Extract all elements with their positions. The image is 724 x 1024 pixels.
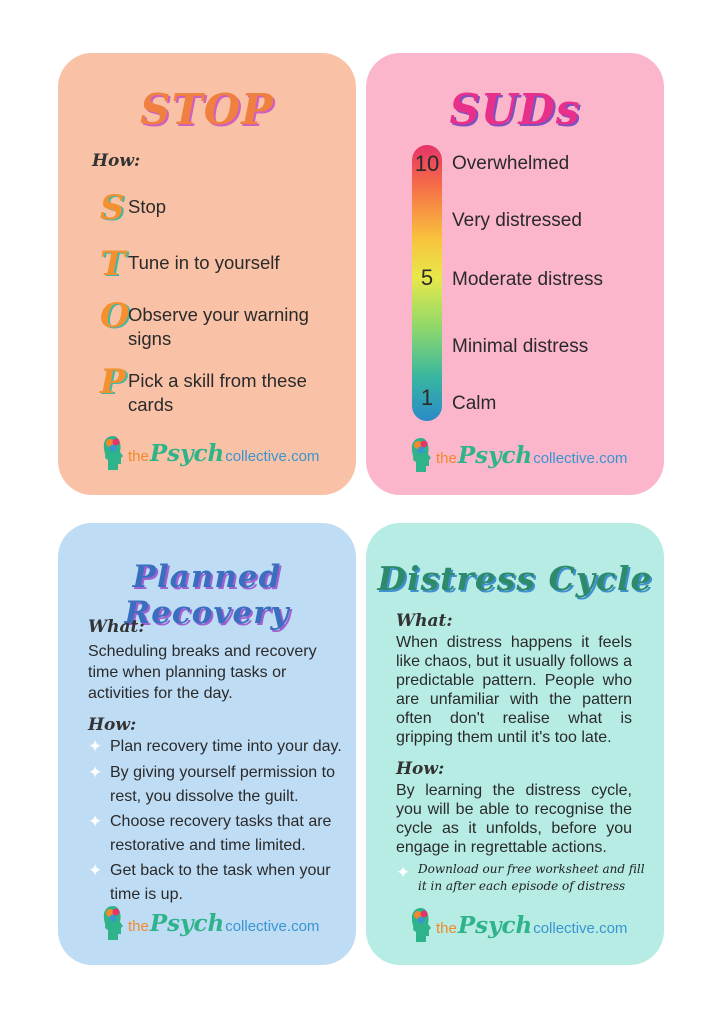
psych-collective-logo bbox=[102, 903, 319, 943]
logo-wordmark bbox=[436, 442, 627, 469]
cycle-how-label: How: bbox=[396, 759, 445, 779]
logo-wordmark bbox=[128, 440, 319, 467]
suds-level-moderate: Moderate distress bbox=[452, 269, 604, 290]
head-profile-icon bbox=[410, 906, 432, 944]
head-profile-icon bbox=[102, 904, 124, 942]
cycle-how-text: By learning the distress cycle, you will be able to recognise the cycle as it unfolds, before you engage in regrettable actions. bbox=[396, 782, 632, 856]
stop-item-t bbox=[100, 245, 340, 283]
sparkle-icon: ✦ bbox=[396, 863, 411, 882]
logo-the: the bbox=[128, 917, 149, 935]
psych-collective-logo bbox=[102, 433, 319, 473]
suds-level-calm: Calm bbox=[452, 393, 497, 414]
scale-number-10: 10 bbox=[414, 151, 440, 176]
stop-text-s: Stop bbox=[128, 196, 167, 217]
stop-how-label: How: bbox=[92, 151, 141, 171]
logo-collective: collective.com bbox=[533, 919, 628, 937]
planned-recovery-card bbox=[58, 523, 356, 965]
logo-wordmark bbox=[436, 912, 627, 939]
logo-the: the bbox=[436, 919, 457, 937]
stop-text-o: Observe your warning signs bbox=[128, 304, 309, 349]
logo-psych: Psych bbox=[149, 909, 225, 937]
recovery-bullet bbox=[88, 859, 343, 906]
logo-collective: collective.com bbox=[533, 449, 628, 467]
cycle-what-label: What: bbox=[396, 611, 453, 631]
stop-text-p: Pick a skill from these cards bbox=[128, 370, 307, 415]
stop-card bbox=[58, 53, 356, 495]
recovery-bullet bbox=[88, 761, 343, 808]
logo-collective: collective.com bbox=[225, 917, 320, 935]
suds-level-minimal: Minimal distress bbox=[452, 336, 589, 357]
sparkle-icon: ✦ bbox=[88, 861, 103, 880]
stop-title: STOP bbox=[140, 85, 274, 134]
suds-card bbox=[366, 53, 664, 495]
logo-the: the bbox=[436, 449, 457, 467]
recovery-what-label: What: bbox=[88, 617, 145, 637]
logo-psych: Psych bbox=[457, 441, 533, 469]
worksheet-note-text: Download our free worksheet and fill it in after each episode of distress bbox=[418, 862, 645, 893]
recovery-what-text: Scheduling breaks and recovery time when planning tasks or activities for the day. bbox=[88, 643, 317, 702]
head-profile-icon bbox=[410, 436, 432, 474]
sparkle-icon: ✦ bbox=[88, 737, 103, 756]
logo-collective: collective.com bbox=[225, 447, 320, 465]
cycle-title: Distress Cycle bbox=[377, 559, 653, 598]
scale-number-5: 5 bbox=[420, 265, 434, 290]
stop-text-t: Tune in to yourself bbox=[128, 252, 280, 273]
logo-psych: Psych bbox=[149, 439, 225, 467]
stop-letter-s: S bbox=[100, 188, 125, 228]
suds-title: SUDs bbox=[449, 85, 581, 134]
bullet-text: Choose recovery tasks that are restorative and time limited. bbox=[110, 813, 332, 854]
recovery-bullet bbox=[88, 735, 343, 759]
bullet-text: Plan recovery time into your day. bbox=[110, 738, 342, 755]
head-profile-icon bbox=[102, 434, 124, 472]
logo-wordmark bbox=[128, 910, 319, 937]
recovery-bullet bbox=[88, 810, 343, 857]
logo-psych: Psych bbox=[457, 911, 533, 939]
distress-cycle-card bbox=[366, 523, 664, 965]
suds-level-overwhelmed: Overwhelmed bbox=[452, 153, 570, 174]
sparkle-icon: ✦ bbox=[88, 812, 103, 831]
cycle-what-text: When distress happens it feels like chaos, but it usually follows a predictable pattern. People who are unfamiliar with the pattern often don't realise what is gripping them until it's too late. bbox=[396, 634, 632, 746]
stop-item-s bbox=[100, 189, 340, 227]
worksheet-note bbox=[396, 861, 646, 895]
bullet-text: Get back to the task when your time is up. bbox=[110, 862, 331, 903]
stop-letter-p: P bbox=[100, 362, 126, 402]
stop-letter-t: T bbox=[100, 244, 126, 284]
recovery-title: Planned Recovery bbox=[124, 559, 290, 631]
stop-item-o bbox=[100, 297, 340, 351]
sparkle-icon: ✦ bbox=[88, 763, 103, 782]
psych-collective-logo bbox=[410, 435, 627, 475]
stop-item-p bbox=[100, 363, 340, 417]
logo-the: the bbox=[128, 447, 149, 465]
stop-letter-o: O bbox=[100, 296, 130, 336]
suds-level-very-distressed: Very distressed bbox=[452, 210, 582, 231]
psych-collective-logo bbox=[410, 905, 627, 945]
recovery-bullets bbox=[88, 735, 343, 908]
bullet-text: By giving yourself permission to rest, you dissolve the guilt. bbox=[110, 764, 335, 805]
scale-number-1: 1 bbox=[420, 385, 434, 410]
recovery-how-label: How: bbox=[88, 715, 137, 735]
